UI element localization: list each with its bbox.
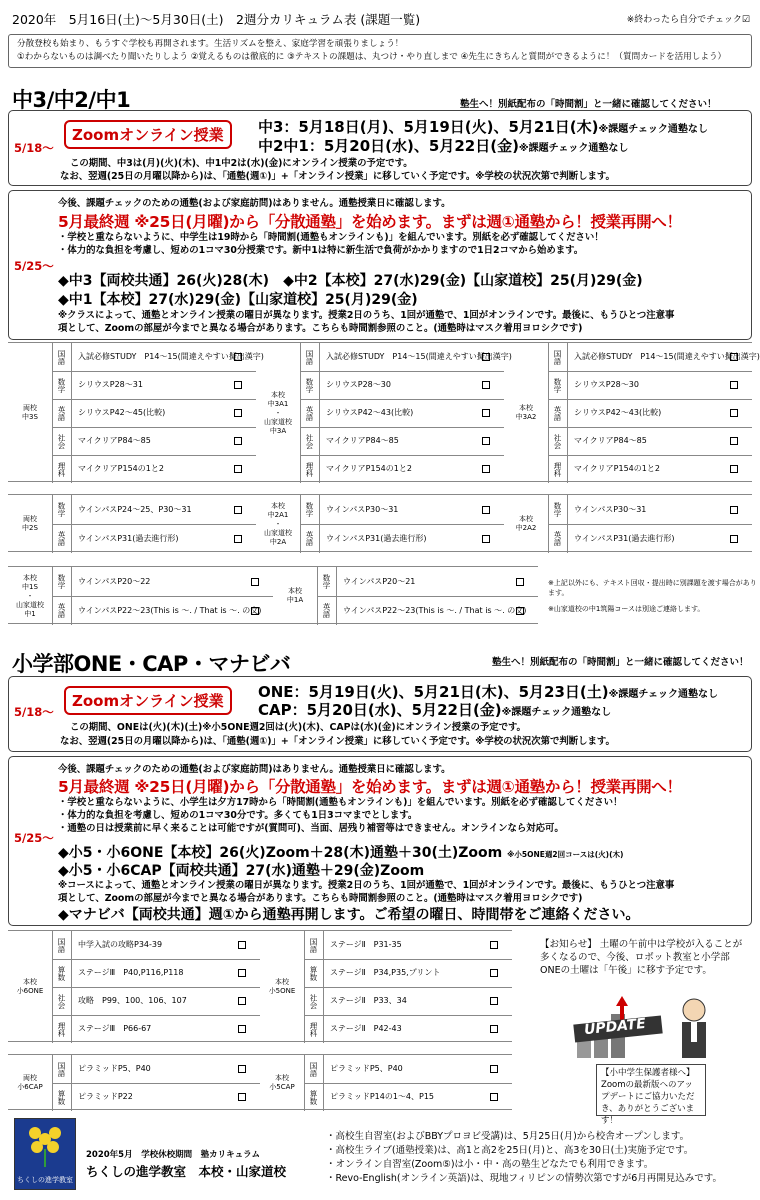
junior-t2-task: ウインパスP31(過去進行形) [78,533,179,543]
table-divider [52,371,256,372]
junior-t1-checkbox[interactable] [482,381,490,389]
table-divider [300,371,504,372]
junior-schedule-ch3: ◆中3【両校共通】26(火)28(木) [58,273,270,289]
junior-t2-checkbox[interactable] [482,506,490,514]
elem-t2-class-label: 本校 小5CAP [269,1074,295,1091]
elem-t1-class-label: 本校 小5ONE [268,978,296,995]
junior-week2-bullet2: ・体力的な負担を考慮し、短めの1コマ30分授業です。新中1は特に新生活で負荷がかかりますので1日2コマから始めます。 [58,245,584,256]
elem-t2-subject-label: 国語 [52,1055,72,1083]
junior-t1-task: 入試必修STUDY P14～15(間違えやすい擬出漢字) [326,352,512,361]
elem-t1-task: ステージⅢ P40,P116,P118 [78,968,184,977]
elem-schedule-one-text: ◆小5・小6ONE【本校】26(火)Zoom＋28(木)通塾＋30(土)Zoom [58,845,503,861]
header-note: ※終わったら自分でチェック☑ [626,15,750,25]
junior-t2-task: ウインパスP24～25、P30～31 [78,504,192,514]
junior-t1-subject-label: 英語 [548,399,568,427]
intro-line2: ①わからないものは調べたり聞いたりしよう ②覚えるものは徹底的に ③テキストの課題は、丸つけ・やり直しまで ④先生にきちんと質問ができるように！（質問カードを活用しよう） [17,52,727,62]
elem-t1-checkbox[interactable] [490,969,498,977]
junior-week2-bullet1: ・学校と重ならないように、中学生は19時から「時間割(通塾もオンラインも)」を組んでいます。別紙を必ず確認してください！ [58,232,604,243]
school-logo [14,1118,76,1190]
elem-zoom2-text: CAP：5月20日(水)、5月22日(金) [258,701,502,719]
elem-zoom1-note: ※課題チェック通塾なし [608,689,719,700]
junior-t1-checkbox[interactable] [730,437,738,445]
junior-t1-task: マイクリアP154の1と2 [78,464,164,473]
elem-t1-task: ステージⅡ P33、34 [330,996,407,1005]
elem-t1-subject-label: 社会 [52,987,72,1015]
elem-t1-subject-label: 社会 [304,987,324,1015]
update-illustration [572,996,722,1060]
junior-schedule-ch1: ◆中1【本校】27(水)29(金)【山家道校】25(月)29(金) [58,292,418,308]
table-divider [304,959,512,960]
junior-t1-subject-label: 理科 [300,455,320,483]
table-divider [548,524,752,525]
junior-t3-checkbox[interactable] [251,607,259,615]
junior-zoom2-note: ※課題チェック通塾なし [518,143,629,154]
junior-t2-subject-label: 英語 [52,524,72,553]
elem-t1-subject-label: 算数 [304,959,324,987]
junior-t1-checkbox[interactable] [234,409,242,417]
elem-week2-note1: ※コースによって、通塾とオンライン授業の曜日が異なります。授業2日のうち、1回が通塾で、1回がオンラインです。最後に、もうひとつ注意事 [58,880,675,891]
flower-logo-icon [15,1119,75,1171]
junior-week2-headline: 5月最終週 ※25日(月曜)から「分散通塾」を始めます。まずは週①通塾から！授業再開へ！ [58,213,682,231]
junior-zoom-badge: Zoomオンライン授業 [64,120,232,149]
table-divider [304,987,512,988]
table-divider [300,399,504,400]
junior-t2-checkbox[interactable] [730,506,738,514]
junior-t1-subject-label: 数学 [300,371,320,399]
junior-t1-task: シリウスP42～45(比較) [78,408,166,417]
elem-t1-task: ステージⅡ P34,P35,プリント [330,968,441,977]
elem-week1-note2: なお、翌週(25日の月曜以降から)は、「通塾(週①)」+「オンライン授業」に移していく予定です。※学校の状況次第で判断します。 [60,736,615,747]
footer-note: ・オンライン自習室(Zoom⑤)は小・中・高の塾生どなたでも利用できます。 [326,1159,654,1170]
elem-t1-class-label: 本校 小6ONE [16,978,44,995]
junior-table-ch1 [8,566,538,624]
junior-t1-checkbox[interactable] [730,409,738,417]
junior-t1-task: マイクリアP154の1と2 [574,464,660,473]
junior-t2-class-label: 本校 中2A2 [515,515,537,532]
junior-t1-task: シリウスP28～31 [78,380,143,389]
elem-zoom-line2 [258,700,611,723]
junior-t2-checkbox[interactable] [730,535,738,543]
junior-t1-checkbox[interactable] [234,381,242,389]
elem-t2-checkbox[interactable] [238,1065,246,1073]
junior-t1-subject-label: 数学 [548,371,568,399]
junior-t1-checkbox[interactable] [730,381,738,389]
elem-t2-task: ピラミッドP14の1～4、P15 [330,1092,435,1101]
elem-zoom-badge: Zoomオンライン授業 [64,686,232,715]
elem-t1-checkbox[interactable] [490,997,498,1005]
junior-section-note: 塾生へ！別紙配布の「時間割」と一緒に確認してください！ [460,99,717,110]
elem-zoom1-text: ONE：5月19日(火)、5月21日(木)、5月23日(土) [258,683,609,701]
junior-t3-task: ウインパスP20～21 [343,576,416,586]
elem-t1-task: ステージⅡ P31-35 [330,940,402,949]
elem-t1-subject-label: 理科 [52,1015,72,1043]
elem-week2-bullet1: ・学校と重ならないように、小学生は夕方17時から「時間割(通塾もオンラインも)」を組んでいます。別紙を必ず確認してください！ [58,797,623,808]
junior-table-main5 [8,342,760,482]
junior-t1-task: シリウスP42～43(比較) [574,408,662,417]
junior-t1-subject-label: 社会 [300,427,320,455]
junior-t3-checkbox[interactable] [251,578,259,586]
notice-text: 【お知らせ】 土曜の午前中は学校が入ることが多くなるので、今後、ロボット教室と小学部ONEの土曜は「午後」に移す予定です。 [540,939,743,976]
junior-zoom-line2 [258,136,628,159]
elem-t1-subject-label: 国語 [304,931,324,959]
elem-date-week1: 5/18～ [14,705,54,719]
elem-section-note: 塾生へ！別紙配布の「時間割」と一緒に確認してください！ [492,657,749,668]
junior-t2-subject-label: 英語 [548,524,568,553]
junior-date-week1: 5/18～ [14,141,54,155]
junior-t1-subject-label: 国語 [548,343,568,371]
junior-t1-checkbox[interactable] [482,409,490,417]
junior-table-note2: ※山家道校の中1筑陽コースは別途ご連絡します。 [548,605,705,613]
junior-t3-task: ウインパスP22～23(This is ～. / That is ～. の文) [343,605,527,615]
junior-t1-task: 入試必修STUDY P14～15(間違えやすい擬出漢字) [78,352,264,361]
footer-note: ・高校生ライブ(通塾授業)は、高1と高2を25日(月)と、高3を30日(土)実施予定です。 [326,1145,694,1156]
junior-t1-task: マイクリアP154の1と2 [326,464,412,473]
table-divider [548,371,752,372]
table-divider [52,1083,260,1084]
elem-t1-checkbox[interactable] [238,1025,246,1033]
junior-week1-note2: なお、翌週(25日の月曜以降から)は、「通塾(週①)」+「オンライン授業」に移していく予定です。※学校の状況次第で判断します。 [60,171,615,182]
table-divider [52,596,273,597]
junior-t2-task: ウインパスP30～31 [326,504,399,514]
junior-section-title: 中3/中2/中1 [12,88,131,112]
junior-t3-task: ウインパスP20～22 [78,576,151,586]
junior-t1-checkbox[interactable] [234,353,242,361]
junior-t1-task: シリウスP28～30 [574,380,639,389]
table-divider [304,1083,512,1084]
junior-t1-class-label: 両校 中3S [22,404,38,421]
elem-t2-class-label: 両校 小6CAP [17,1074,43,1091]
junior-t1-subject-label: 数学 [52,371,72,399]
elem-week2-intro: 今後、課題チェックのための通塾(および家庭訪問)はありません。通塾授業日に確認します。 [58,764,451,775]
elem-week2-bullet2: ・体力的な負担を考慮し、短めの1コマ30分です。多くても1日3コマまでとします。 [58,810,418,821]
junior-week2-note1: ※クラスによって、通塾とオンライン授業の曜日が異なります。授業2日のうち、1回が通塾で、1回がオンラインです。最後に、もうひとつ注意事 [58,310,675,321]
junior-t2-checkbox[interactable] [482,535,490,543]
table-divider [300,455,504,456]
junior-t1-subject-label: 国語 [300,343,320,371]
junior-t3-task: ウインパスP22～23(This is ～. / That is ～. の文) [78,605,262,615]
junior-t1-subject-label: 社会 [548,427,568,455]
elem-t2-subject-label: 国語 [304,1055,324,1083]
elem-t2-checkbox[interactable] [238,1093,246,1101]
elem-section-title: 小学部ONE・CAP・マナビバ [12,652,291,676]
junior-table-ch2 [8,494,752,552]
update-label: UPDATE [583,1015,647,1039]
table-divider [300,524,504,525]
guardian-notice: 【小中学生保護者様へ】Zoomの最新版へのアップデートにご協力いただき、ありがとうございます！ [596,1064,706,1116]
elem-t1-checkbox[interactable] [238,997,246,1005]
table-divider [300,427,504,428]
junior-t1-checkbox[interactable] [234,437,242,445]
junior-t1-subject-label: 理科 [548,455,568,483]
junior-schedule-ch2: ◆中2【本校】27(水)29(金)【山家道校】25(月)29(金) [283,273,643,289]
junior-t3-subject-label: 英語 [52,596,72,625]
junior-t3-checkbox[interactable] [516,578,524,586]
footer-line1: 2020年5月 学校休校期間 塾カリキュラム [86,1150,260,1160]
junior-t2-subject-label: 数学 [300,495,320,524]
elem-t2-task: ピラミッドP5、P40 [78,1064,151,1073]
elem-t1-checkbox[interactable] [238,941,246,949]
table-divider [52,959,260,960]
junior-t2-class-label: 本校 中2A1 ・ 山家道校 中2A [264,501,292,546]
junior-t1-checkbox[interactable] [730,465,738,473]
elem-t1-checkbox[interactable] [238,969,246,977]
elem-t1-task: 中学入試の攻略P34-39 [78,940,163,949]
footer-line2: ちくしの進学教室 本校・山家道校 [86,1164,287,1179]
elem-table-one [8,930,512,1042]
elem-t2-task: ピラミッドP22 [78,1092,133,1101]
junior-zoom1-note: ※課題チェック通塾なし [598,124,708,135]
elem-t2-subject-label: 算数 [304,1083,324,1111]
intro-line1: 分散登校も始まり、もうすぐ学校も再開されます。生活リズムを整え、家庭学習を頑張りましょう！ [17,39,404,49]
footer-notes [326,1130,756,1186]
junior-t1-task: マイクリアP84～85 [326,436,399,445]
junior-t1-subject-label: 英語 [300,399,320,427]
junior-week1-note1: この期間、中3は(月)(火)(木)、中1中2は(水)(金)にオンライン授業の予定です。 [70,158,413,169]
page-title: 2020年 5月16日(土)～5月30日(土) 2週分カリキュラム表 (課題一覧) [12,12,421,27]
junior-t1-checkbox[interactable] [730,353,738,361]
junior-t2-checkbox[interactable] [234,506,242,514]
junior-t1-subject-label: 社会 [52,427,72,455]
junior-t2-checkbox[interactable] [234,535,242,543]
junior-t2-subject-label: 英語 [300,524,320,553]
junior-t2-task: ウインパスP31(過去進行形) [326,533,427,543]
elem-schedule-manabiba: ◆マナビバ【両校共通】週①から通塾再開します。ご希望の曜日、時間帯をご連絡ください。 [58,907,640,923]
elem-table-cap [8,1054,512,1110]
elem-date-week2: 5/25～ [14,831,54,845]
intro-box [8,34,752,68]
elem-week2-bullet3: ・通塾の日は授業前に早く来ることは可能ですが(質問可)、当面、居残り補習等はできません。オンラインなら対応可。 [58,823,564,834]
elem-t1-checkbox[interactable] [490,941,498,949]
elem-t1-task: ステージⅢ P66-67 [78,1024,152,1033]
junior-t1-subject-label: 理科 [52,455,72,483]
elem-week2-headline: 5月最終週 ※25日(月曜)から「分散通塾」を始めます。まずは週①通塾から！授業再開へ！ [58,778,682,796]
elem-t2-checkbox[interactable] [490,1093,498,1101]
elem-t2-task: ピラミッドP5、P40 [330,1064,403,1073]
elem-t1-subject-label: 国語 [52,931,72,959]
junior-t1-checkbox[interactable] [234,465,242,473]
elem-schedule-cap: ◆小5・小6CAP【両校共通】27(水)通塾＋29(金)Zoom [58,863,425,879]
elem-zoom2-note: ※課題チェック通塾なし [501,707,612,718]
elem-t2-checkbox[interactable] [490,1065,498,1073]
elem-schedule-one-note: ※小5ONE週2回コースは(火)(木) [507,850,624,859]
junior-t1-task: シリウスP42～43(比較) [326,408,414,417]
elem-t1-task: 攻略 P99、100、106、107 [78,996,187,1005]
table-divider [548,427,752,428]
junior-t1-subject-label: 英語 [52,399,72,427]
footer-note: ・高校生自習室(およびBBYプロヨビ受講)は、5月25日(月)から校舎オープンします。 [326,1131,690,1142]
table-divider [52,455,256,456]
junior-t3-class-label: 本校 中1A [286,587,304,604]
elem-t1-task: ステージⅡ P42-43 [330,1024,402,1033]
logo-text: ちくしの進学教室 [17,1176,73,1184]
table-divider [52,1015,260,1016]
junior-t1-checkbox[interactable] [482,465,490,473]
junior-t1-class-label: 本校 中3A2 [515,404,537,421]
junior-t2-subject-label: 数学 [52,495,72,524]
junior-week2-intro: 今後、課題チェックのための通塾(および家庭訪問)はありません。通塾授業日に確認します。 [58,198,451,209]
table-divider [52,524,256,525]
elem-t1-checkbox[interactable] [490,1025,498,1033]
junior-t1-task: シリウスP28～30 [326,380,391,389]
junior-t1-checkbox[interactable] [482,353,490,361]
elem-schedule-one [58,844,623,864]
table-divider [304,1015,512,1016]
table-divider [317,596,538,597]
junior-schedule-line1 [58,272,643,290]
junior-t3-class-label: 本校 中1S ・ 山家道校 中1 [16,573,44,618]
elem-t2-subject-label: 算数 [52,1083,72,1111]
junior-zoom1-text: 中3：5月18日(月)、5月19日(火)、5月21日(木) [258,118,599,136]
junior-t2-class-label: 両校 中2S [22,515,38,532]
junior-table-note1: ※上記以外にも、テキスト回収・提出時に別課題を渡す場合があります。 [548,579,757,597]
junior-t1-task: 入試必修STUDY P14～15(間違えやすい擬出漢字) [574,352,760,361]
junior-t1-checkbox[interactable] [482,437,490,445]
table-divider [52,987,260,988]
junior-t3-subject-label: 数学 [317,567,337,596]
elem-week2-note2: 項として、Zoomの部屋が今までと異なる場合があります。こちらも時間割参照のこと。(通塾時はマスク着用ヨロシクです) [58,893,583,904]
junior-t1-task: マイクリアP84～85 [78,436,151,445]
footer-note: ・Revo-English(オンライン英語)は、現地フィリピンの情勢次第ですが6月再開見込みです。 [326,1173,723,1184]
table-divider [548,399,752,400]
junior-t3-subject-label: 数学 [52,567,72,596]
junior-t3-subject-label: 英語 [317,596,337,625]
junior-t2-task: ウインパスP30～31 [574,504,647,514]
junior-t1-subject-label: 国語 [52,343,72,371]
table-divider [548,455,752,456]
elem-t1-subject-label: 算数 [52,959,72,987]
junior-t2-task: ウインパスP31(過去進行形) [574,533,675,543]
junior-t2-subject-label: 数学 [548,495,568,524]
junior-zoom2-text: 中2中1：5月20日(水)、5月22日(金) [258,137,519,155]
junior-t3-checkbox[interactable] [516,607,524,615]
table-divider [52,427,256,428]
elem-week1-note1: この期間、ONEは(火)(木)(土)※小5ONE週2回は(火)(木)、CAPは(水)(金)にオンライン授業の予定です。 [70,722,526,733]
table-divider [52,399,256,400]
junior-date-week2: 5/25～ [14,259,54,273]
elem-t1-subject-label: 理科 [304,1015,324,1043]
junior-week2-note2: 項として、Zoomの部屋が今までと異なる場合があります。こちらも時間割参照のこと。(通塾時はマスク着用ヨロシクです) [58,323,583,334]
junior-t1-class-label: 本校 中3A1 ・ 山家道校 中3A [264,390,292,435]
junior-t1-task: マイクリアP84～85 [574,436,647,445]
